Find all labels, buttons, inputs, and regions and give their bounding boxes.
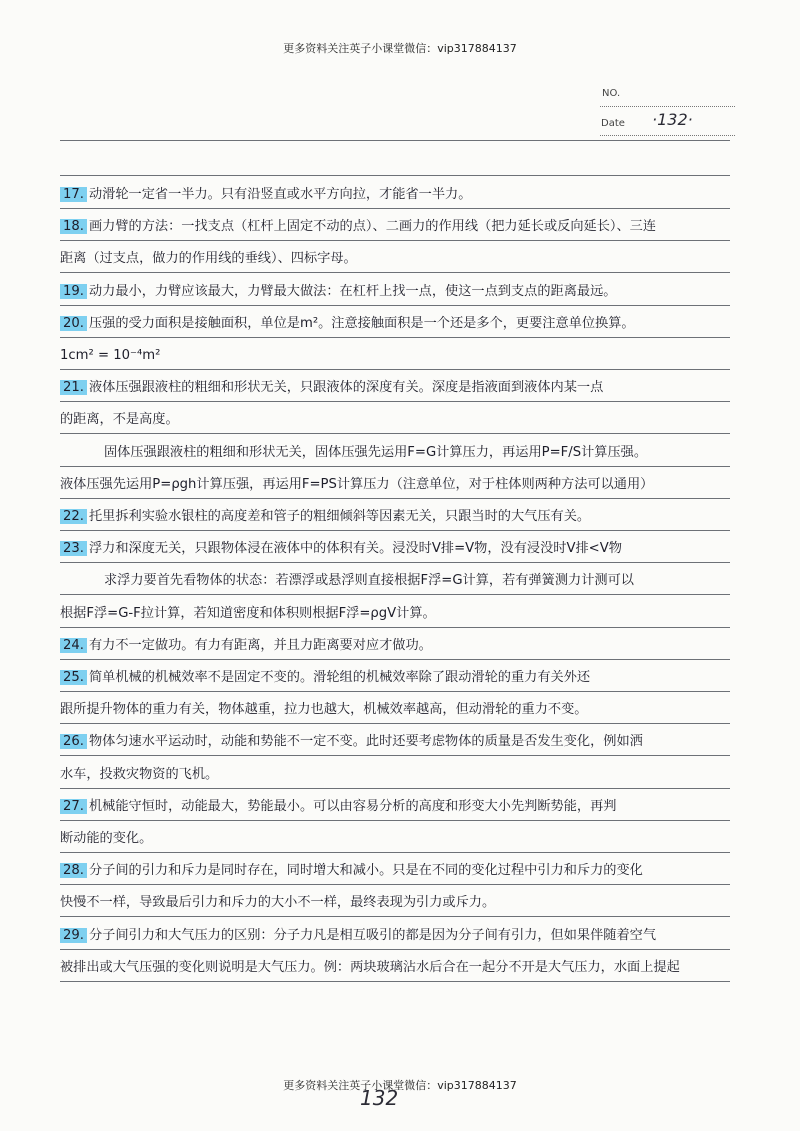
note-line xyxy=(60,766,740,784)
note-text: 机械能守恒时，动能最大，势能最小。可以由容易分析的高度和形变大小先判断势能，再判 xyxy=(88,798,617,814)
note-line xyxy=(60,959,740,977)
note-text: 液体压强跟液柱的粗细和形状无关，只跟液体的深度有关。深度是指液面到液体内某一点 xyxy=(88,380,604,396)
ruled-line xyxy=(60,659,730,660)
note-line xyxy=(60,411,740,429)
ruled-line xyxy=(60,884,730,885)
note-text: 距离（过支点，做力的作用线的垂线）、四标字母。 xyxy=(60,251,357,267)
notebook-date-label: Date xyxy=(601,118,625,129)
ruled-line xyxy=(60,498,730,499)
ruled-line xyxy=(60,530,730,531)
note-text: 被排出或大气压强的变化则说明是大气压力。例：两块玻璃沾水后合在一起分不开是大气压力，水面上提起 xyxy=(60,959,680,975)
note-line xyxy=(60,605,740,623)
ruled-line xyxy=(60,627,730,628)
note-text: 画力臂的方法：一找支点（杠杆上固定不动的点）、二画力的作用线（把力延长或反向延长）、三连 xyxy=(88,219,657,235)
note-text: 根据F浮=G-F拉计算，若知道密度和体积则根据F浮=ρgV计算。 xyxy=(60,605,436,621)
ruled-line xyxy=(60,305,730,306)
note-line xyxy=(60,347,740,365)
ruled-line xyxy=(60,916,730,917)
note-line xyxy=(60,669,740,687)
note-text: 液体压强先运用P=ρgh计算压强，再运用F=PS计算压力（注意单位，对于柱体则两种方法可以通用） xyxy=(60,476,654,492)
note-line xyxy=(60,315,740,333)
item-number-highlight: 17. xyxy=(60,187,87,202)
notebook-no-label: NO. xyxy=(602,88,621,99)
ruled-line xyxy=(60,562,730,563)
no-dotted-line xyxy=(600,106,735,107)
note-text: 托里拆利实验水银柱的高度差和管子的粗细倾斜等因素无关，只跟当时的大气压有关。 xyxy=(88,509,591,524)
item-number-highlight: 27. xyxy=(60,799,87,814)
item-number-highlight: 21. xyxy=(60,380,87,395)
ruled-line xyxy=(60,788,730,789)
ruled-line xyxy=(60,208,730,209)
note-text: 的距离，不是高度。 xyxy=(60,412,179,428)
note-line xyxy=(60,444,784,462)
note-line xyxy=(60,701,740,719)
note-text: 水车，投救灾物资的飞机。 xyxy=(60,766,219,782)
note-text: 有力不一定做功。有力有距离，并且力距离要对应才做功。 xyxy=(88,637,432,653)
note-text: 断动能的变化。 xyxy=(60,831,153,846)
note-line xyxy=(60,218,740,236)
bottom-page-number: 132 xyxy=(360,1086,399,1110)
ruled-line xyxy=(60,433,730,434)
note-line xyxy=(60,894,740,912)
note-line xyxy=(60,927,740,945)
ruled-line xyxy=(60,401,730,402)
item-number-highlight: 29. xyxy=(60,928,87,943)
note-text: 快慢不一样，导致最后引力和斥力的大小不一样，最终表现为引力或斥力。 xyxy=(60,895,496,911)
note-line xyxy=(60,637,740,655)
ruled-line xyxy=(60,466,730,467)
handwritten-page-number: ·132· xyxy=(652,110,693,129)
ruled-line xyxy=(60,272,730,273)
footer-watermark: 更多资料关注英子小课堂微信：vip317884137 xyxy=(283,1079,517,1092)
note-line xyxy=(60,250,740,268)
note-text: 固体压强跟液柱的粗细和形状无关，固体压强先运用F=G计算压力，再运用P=F/S计算压强。 xyxy=(104,444,648,460)
date-dotted-line xyxy=(600,135,735,136)
item-number-highlight: 18. xyxy=(60,219,87,234)
item-number-highlight: 22. xyxy=(60,509,87,524)
note-line xyxy=(60,283,740,301)
ruled-line xyxy=(60,981,730,982)
ruled-line xyxy=(60,949,730,950)
note-text: 动力最小，力臂应该最大，力臂最大做法：在杠杆上找一点，使这一点到支点的距离最远。 xyxy=(88,283,617,299)
note-line xyxy=(60,830,740,848)
ruled-line xyxy=(60,820,730,821)
ruled-line xyxy=(60,755,730,756)
note-text: 浮力和深度无关，只跟物体浸在液体中的体积有关。浸没时V排=V物，没有浸没时V排<V物 xyxy=(88,541,622,557)
ruled-line xyxy=(60,594,730,595)
note-text: 分子间的引力和斥力是同时存在，同时增大和减小。只是在不同的变化过程中引力和斥力的变化 xyxy=(88,863,643,879)
note-text: 跟所提升物体的重力有关，物体越重，拉力也越大，机械效率越高，但动滑轮的重力不变。 xyxy=(60,702,588,718)
note-text: 1cm² = 10⁻⁴m² xyxy=(60,348,161,363)
ruled-line xyxy=(60,240,730,241)
note-line xyxy=(60,379,740,397)
item-number-highlight: 20. xyxy=(60,316,87,331)
note-line xyxy=(60,862,740,880)
ruled-line xyxy=(60,852,730,853)
ruled-line xyxy=(60,140,730,141)
note-text: 物体匀速水平运动时，动能和势能不一定不变。此时还要考虑物体的质量是否发生变化，例如洒 xyxy=(88,734,643,750)
ruled-line xyxy=(60,175,730,176)
header-watermark: 更多资料关注英子小课堂微信：vip317884137 xyxy=(283,42,517,55)
item-number-highlight: 25. xyxy=(60,670,87,685)
item-number-highlight: 28. xyxy=(60,863,87,878)
item-number-highlight: 24. xyxy=(60,638,87,653)
ruled-line xyxy=(60,337,730,338)
note-line xyxy=(60,572,784,590)
ruled-line xyxy=(60,369,730,370)
ruled-line xyxy=(60,723,730,724)
item-number-highlight: 26. xyxy=(60,734,87,749)
note-text: 动滑轮一定省一半力。只有沿竖直或水平方向拉，才能省一半力。 xyxy=(88,187,472,202)
note-text: 求浮力要首先看物体的状态：若漂浮或悬浮则直接根据F浮=G计算，若有弹簧测力计测可以 xyxy=(104,573,634,589)
note-line xyxy=(60,733,740,751)
note-text: 压强的受力面积是接触面积，单位是m²。注意接触面积是一个还是多个，更要注意单位换算。 xyxy=(88,315,635,331)
note-text: 简单机械的机械效率不是固定不变的。滑轮组的机械效率除了跟动滑轮的重力有关外还 xyxy=(88,670,591,685)
note-line xyxy=(60,186,740,204)
note-line xyxy=(60,540,740,558)
item-number-highlight: 19. xyxy=(60,284,87,299)
note-line xyxy=(60,476,740,494)
note-line xyxy=(60,798,740,816)
item-number-highlight: 23. xyxy=(60,541,87,556)
ruled-line xyxy=(60,691,730,692)
note-text: 分子间引力和大气压力的区别：分子力凡是相互吸引的都是因为分子间有引力，但如果伴随着空气 xyxy=(88,927,657,943)
note-line xyxy=(60,508,740,526)
